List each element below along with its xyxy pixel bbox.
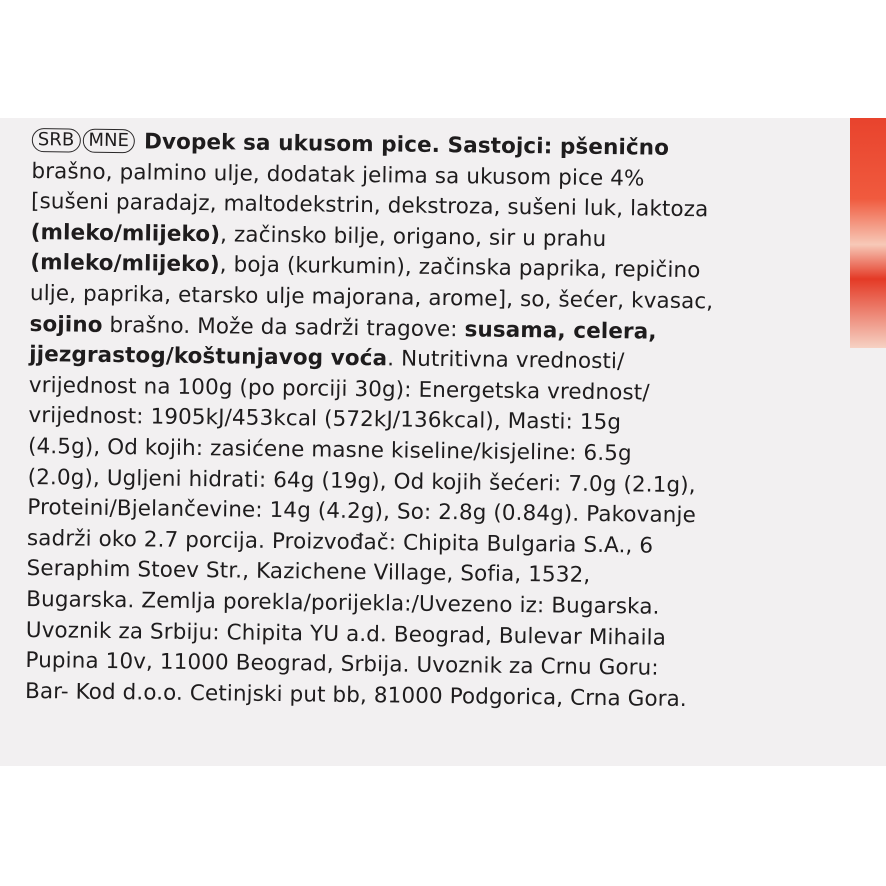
label-text-segment: ulje, paprika, etarsko ulje majorana, arome], so, šećer, kvasac, [29,280,714,315]
label-text-segment: brašno. Može da sadrži tragove: [102,312,465,342]
allergen-text: Dvopek sa ukusom pice. Sastojci: pšenično [143,129,670,161]
label-text-segment: , začinsko bilje, origano, sir u prahu [219,222,607,252]
label-text-segment: Bar- Kod d.o.o. Cetinjski put bb, 81000 Podgorica, Crna Gora. [24,678,687,712]
label-text-segment: . Nutritivna vrednosti/ [387,346,625,375]
label-text-segment: Seraphim Stoev Str., Kazichene Village, Sofia, 1532, [26,556,591,589]
allergen-text: (mleko/mlijeko) [30,250,220,278]
allergen-text: susama, celera, [464,316,657,345]
country-badge-srb: SRB [32,128,81,153]
label-text-segment: Proteini/Bjelančevine: 14g (4.2g), So: 2.8g (0.84g). Pakovanje [27,495,697,529]
label-text-segment: [sušeni paradajz, maltodekstrin, dekstroza, sušeni luk, laktoza [30,189,709,223]
country-badge-mne: MNE [82,129,135,154]
label-text-segment: sadrži oko 2.7 porcija. Proizvođač: Chipita Bulgaria S.A., 6 [26,525,654,559]
label-text-segment: Uvoznik za Srbiju: Chipita YU a.d. Beograd, Bulevar Mihaila [25,617,667,651]
allergen-text: (mleko/mlijeko) [30,219,221,248]
allergen-text: sojino [29,311,103,338]
label-text-segment: vrijednost na 100g (po porciji 30g): Energetska vrednost/ [28,372,650,406]
allergen-text: jjezgrastog/koštunjavog voća [29,342,388,372]
label-text-segment: (4.5g), Od kojih: zasićene masne kiseline/kisjeline: 6.5g [27,433,632,467]
label-text-segment: vrijednost: 1905kJ/453kcal (572kJ/136kcal), Masti: 15g [28,403,622,436]
label-text-segment: Pupina 10v, 11000 Beograd, Srbija. Uvoznik za Crnu Goru: [25,648,659,681]
label-text-segment: (2.0g), Ugljeni hidrati: 64g (19g), Od kojih šećeri: 7.0g (2.1g), [27,464,696,498]
label-text-segment: brašno, palmino ulje, dodatak jelima sa ukusom pice 4% [31,158,645,192]
ingredients-text-block [25,126,862,717]
label-text-segment: , boja (kurkumin), začinska paprika, repičino [219,252,701,284]
label-text-segment: Bugarska. Zemlja porekla/porijekla:/Uvezeno iz: Bugarska. [26,586,660,620]
